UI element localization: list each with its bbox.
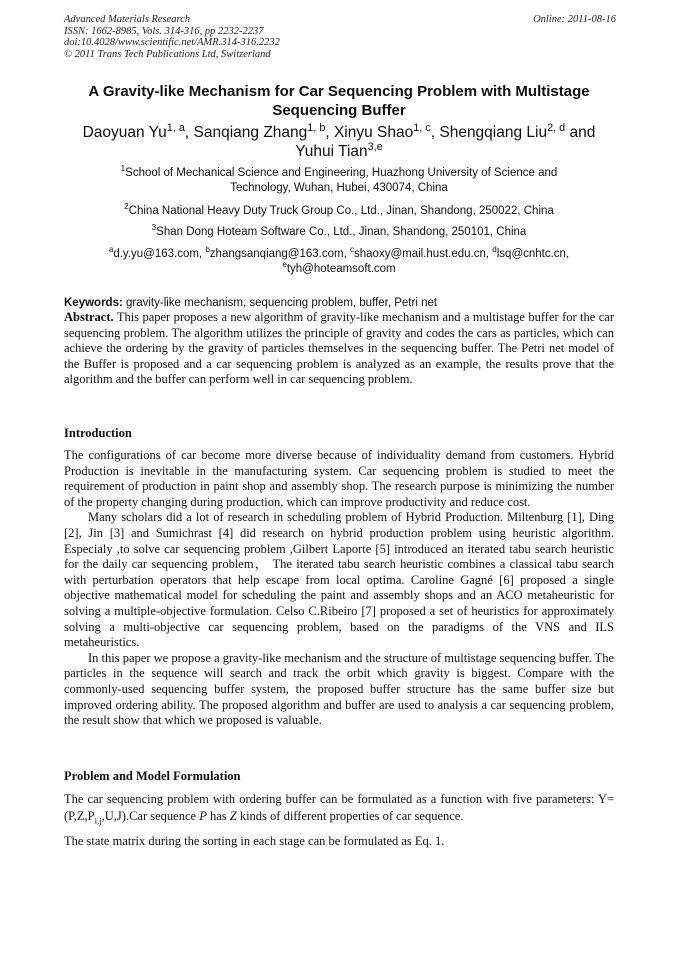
affiliation-1: $^1$School of Mechanical Science and Engineering, Huazhong University of Science and Technology, Wuhan, Hubei, 430074, China	[120, 164, 558, 194]
keywords-label: Keywords:	[64, 297, 123, 309]
affiliation-3: $^3$Shan Dong Hoteam Software Co., Ltd., Jinan, Shandong, 250101, China	[151, 223, 527, 238]
intro-paragraph-2: Many scholars did a lot of research in scheduling problem of Hybrid Production. Miltenburg [1], Ding [2], Jin [3] and Sumichrast [4] did research on hybrid production problem using heuristic algorithm. Especialy ,to solve car sequencing problem ,Gilbert Laporte [5] introduced an iterated tabu search heuristic for the daily car sequencing problem， The iterated tabu search heuristic combines a classical tabu search with perturbation operators that help escape from local optima. Caroline Gagné [6] proposed a single objective mathematical model for scheduling the paint and assembly shops and an ACO metaheuristic for solving a multiple-objective formulation. Celso C.Ribeiro [7] proposed a set of heuristics for approximately solving a multi-objective car sequencing problem, based on the paradigms of the VNS and ILS metaheuristics.	[64, 510, 614, 650]
issn-line: ISSN: 1662-8985, Vols. 314-316, pp 2232-2237	[64, 25, 264, 37]
abstract: Abstract. This paper proposes a new algorithm of gravity-like mechanism and a multistage buffer for the car sequencing problem. The algorithm utilizes the principle of gravity and codes the cars as particles, which can achieve the ordering by the gravity of particles themselves in the sequencing buffer. The Petri net model of the Buffer is proposed and a car sequencing problem is analyzed as an example, the results prove that the algorithm and the buffer can perform well in car sequencing problem.	[64, 310, 614, 387]
introduction-heading: Introduction	[64, 426, 132, 440]
intro-paragraph-3: In this paper we propose a gravity-like mechanism and the structure of multistage sequencing buffer. The particles in the sequence will search and track the orbit which gravity is biggest. Compare with the commonly-used sequencing buffer system, the proposed buffer structure has the same buffer size but improved ordering ability. The proposed algorithm and buffer are used to analysis a car sequencing problem, the result show that which we proposed is valuable.	[64, 650, 614, 728]
abstract-label: Abstract.	[64, 310, 114, 324]
intro-paragraph-1: The configurations of car become more diverse because of individuality demand from customers. Hybrid Production is inevitable in the manufacturing system. Car sequencing problem is studied to meet the requirement of production in paint shop and assembly shop. The research purpose is minimizing the number of the property changing during production, which can improve productivity and reduce cost.	[64, 448, 614, 509]
journal-name: Advanced Materials Research	[64, 14, 191, 25]
introduction-text	[64, 448, 614, 729]
journal-header	[64, 14, 616, 60]
copyright-line: © 2011 Trans Tech Publications Ltd, Switzerland	[64, 48, 271, 60]
problem-text	[64, 791, 614, 850]
problem-heading: Problem and Model Formulation	[64, 769, 241, 783]
affiliation-2: $^2$China National Heavy Duty Truck Group Co., Ltd., Jinan, Shandong, 250022, China	[124, 202, 554, 217]
problem-paragraph-2: The state matrix during the sorting in each stage can be formulated as Eq. 1.	[64, 833, 445, 848]
problem-paragraph-1: The car sequencing problem with ordering buffer can be formulated as a function with five parameters: $Y=(P,Z,P_{i,j},U,J).Car$ sequence P has Z kinds of different properties of car sequence.	[64, 792, 614, 826]
formula: $Y=(P,Z,P_{i,j},U,J)$	[64, 792, 614, 826]
paper-title: A Gravity-like Mechanism for Car Sequencing Problem with Multistage Sequencing Buffer	[88, 83, 590, 119]
doi-line: doi:10.4028/www.scientific.net/AMR.314-316.2232	[64, 37, 280, 48]
email-list: $^a$d.y.yu@163.com, $^b$zhangsanqiang@163.com, $^c$shaoxy@mail.hust.edu.cn, $^d$lsq@cnhtc.cn, $^e$tyh@hoteamsoft.com	[108, 245, 570, 275]
keywords: Keywords: gravity-like mechanism, sequencing problem, buffer, Petri net	[64, 297, 438, 309]
online-date: Online: 2011-08-16	[533, 14, 616, 25]
author-list: Daoyuan Yu$^{1, a}$, Sanqiang Zhang$^{1, b}$, Xinyu Shao$^{1, c}$, Shengqiang Liu$^{2, d}$ and Yuhui Tian$^{3,e}$	[82, 121, 596, 160]
